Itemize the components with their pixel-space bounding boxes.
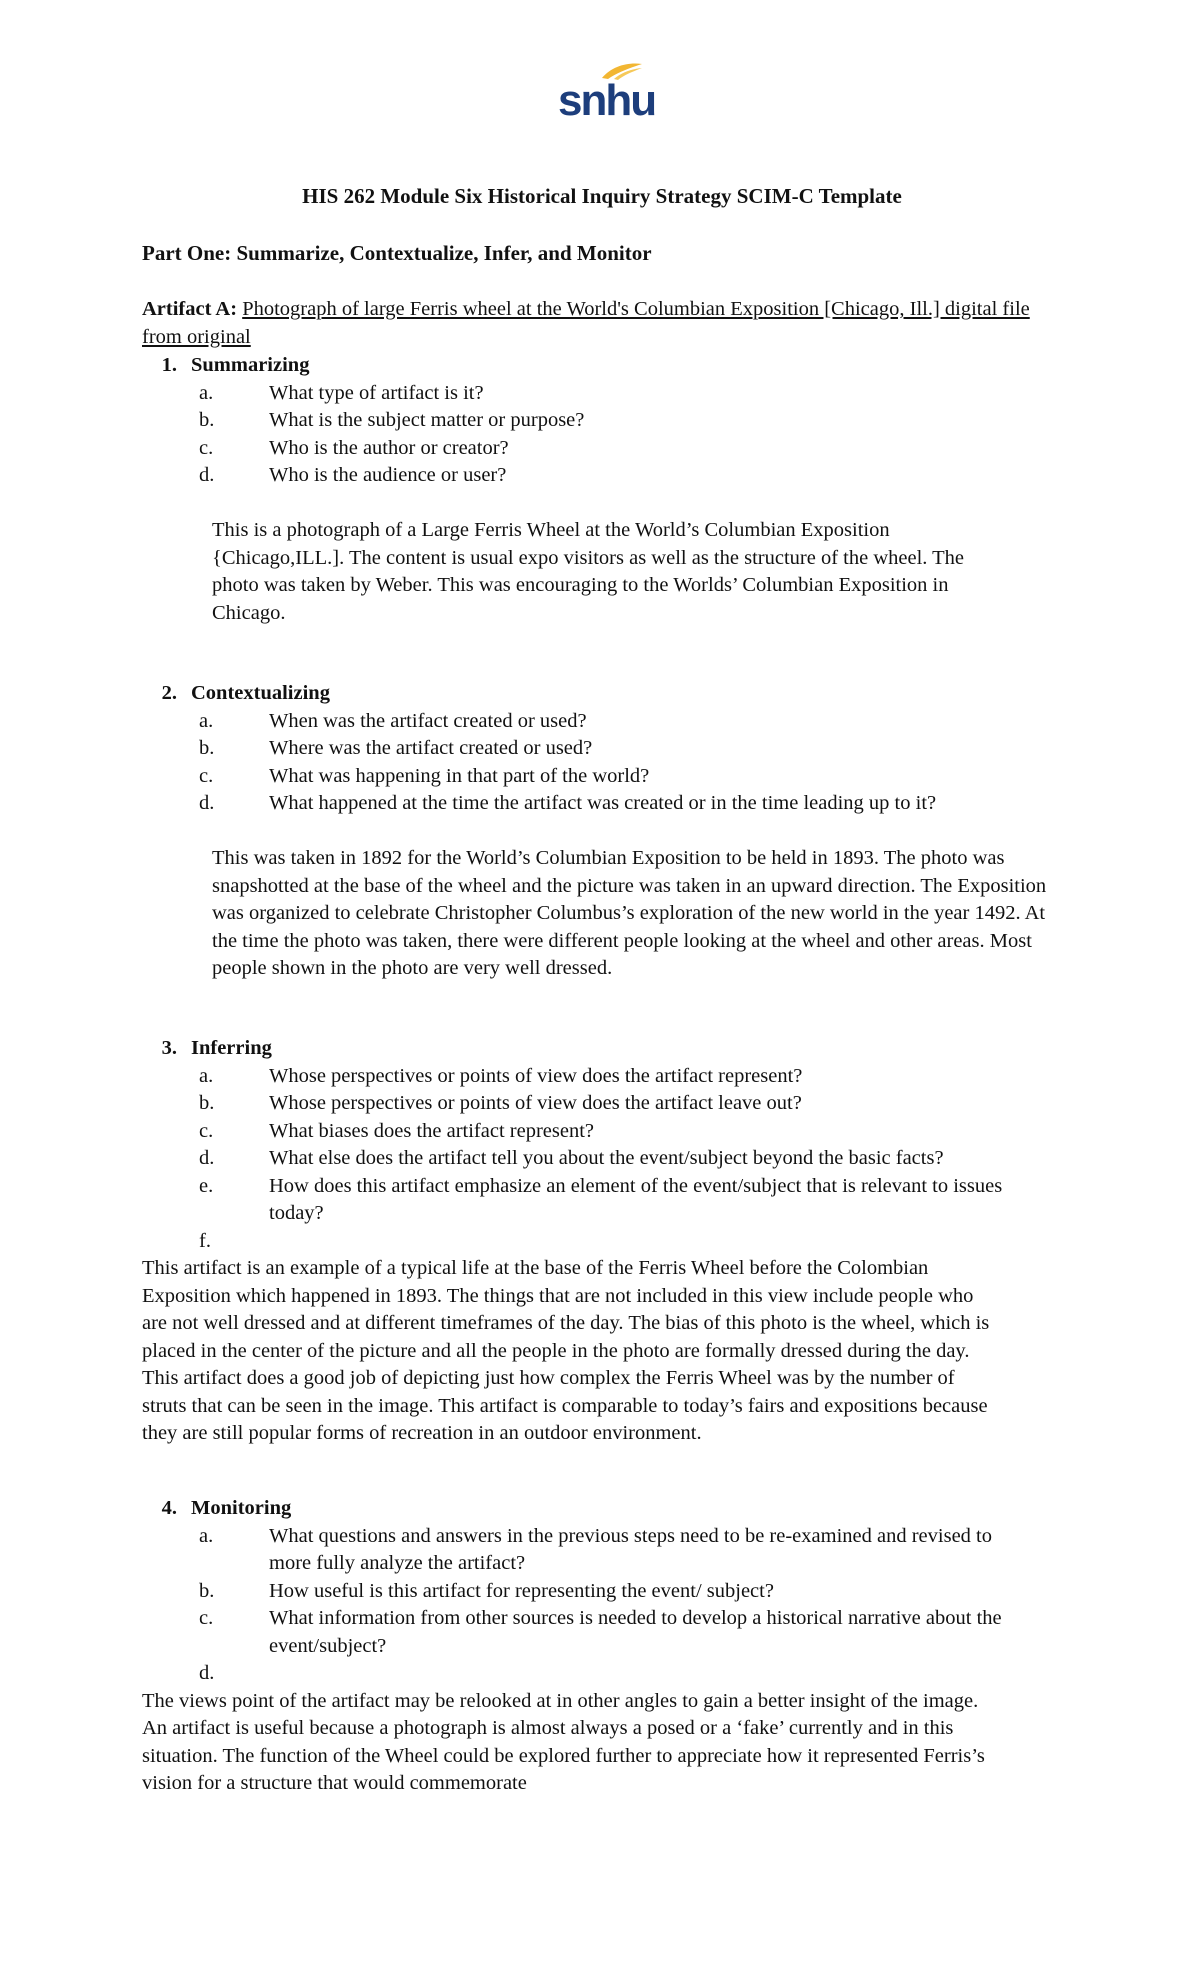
list-item [142, 1145, 1062, 1173]
item-text: What questions and answers in the previous steps need to be re-examined and revised to more fully analyze the artifact? [269, 1524, 992, 1574]
section-number: 2. [161, 682, 177, 704]
item-letter: d. [199, 464, 215, 486]
artifact-line [142, 296, 1042, 351]
item-letter: a. [199, 381, 214, 404]
item-letter: b. [199, 737, 215, 759]
list-item [142, 462, 1062, 490]
logo-text: snhu [558, 76, 656, 125]
snhu-logo [558, 62, 656, 130]
section-title: Summarizing [191, 354, 310, 376]
item-text: Whose perspectives or points of view does the artifact represent? [269, 1064, 803, 1087]
list-item [142, 1118, 1062, 1146]
section-monitoring [142, 1495, 1062, 1798]
section-heading [142, 352, 1062, 380]
list-item [142, 735, 1062, 763]
list-item [142, 1173, 1062, 1228]
answer-paragraph: This artifact is an example of a typical life at the base of the Ferris Wheel before the Colombian Exposition which happened in 1893. The things that are not included in this view include people who are not well dressed and at different timeframes of the day. The bias of this photo is the wheel, which is placed in the center of the picture and all the people in the photo are formally dressed during the day. This artifact does a good job of depicting just how complex the Ferris Wheel was by the number of struts that can be seen in the image. This artifact is comparable to today’s fairs and expositions because they are still popular forms of recreation in an outdoor environment. [142, 1257, 990, 1444]
artifact-label: Artifact A: [142, 298, 238, 320]
answer-paragraph: The views point of the artifact may be relooked at in other angles to gain a better insight of the image. An artifact is useful because a photograph is almost always a posed or a ‘fake’ currently and in this situation. The function of the Wheel could be explored further to appreciate how it represented Ferris’s vision for a structure that would commemorate [142, 1689, 985, 1794]
section-number: 3. [161, 1037, 177, 1059]
section-contextualizing [142, 680, 1062, 983]
list-item [142, 790, 1062, 818]
item-text [269, 1660, 1049, 1688]
list-item [142, 407, 1062, 435]
item-text: What is the subject matter or purpose? [269, 409, 585, 431]
item-letter: d. [199, 792, 215, 814]
item-letter: a. [199, 1064, 214, 1087]
item-text: What else does the artifact tell you about the event/subject beyond the basic facts? [269, 1147, 944, 1169]
list-item [142, 1660, 1062, 1688]
list-item [142, 1063, 1062, 1091]
item-text: What information from other sources is needed to develop a historical narrative about the event/subject? [269, 1607, 1002, 1657]
item-letter: c. [199, 1607, 214, 1629]
answer-paragraph: This is a photograph of a Large Ferris Wheel at the World’s Columbian Exposition {Chicago,ILL.]. The content is usual expo visitors as well as the structure of the wheel. The photo was taken by Weber. This was encouraging to the Worlds’ Columbian Exposition in Chicago. [212, 519, 965, 624]
item-letter: a. [199, 1524, 214, 1547]
section-heading [142, 1035, 1062, 1063]
list-item [142, 435, 1062, 463]
question-list [142, 380, 1062, 490]
list-item [142, 763, 1062, 791]
section-title: Monitoring [191, 1497, 292, 1519]
item-letter: e. [199, 1174, 214, 1197]
item-letter: b. [199, 1092, 215, 1114]
question-list [142, 708, 1062, 818]
item-letter: d. [199, 1662, 215, 1684]
item-letter: a. [199, 709, 214, 732]
part-heading: Part One: Summarize, Contextualize, Infer, and Monitor [142, 241, 652, 265]
item-letter: f. [199, 1229, 211, 1252]
list-item [142, 1228, 1062, 1256]
list-item [142, 380, 1062, 408]
item-text: What was happening in that part of the world? [269, 764, 650, 787]
page-title: HIS 262 Module Six Historical Inquiry Strategy SCIM-C Template [302, 184, 902, 208]
section-number: 4. [161, 1497, 177, 1519]
section-number: 1. [161, 354, 177, 376]
item-text [269, 1228, 1049, 1256]
list-item [142, 1605, 1062, 1660]
item-text: What type of artifact is it? [269, 381, 484, 404]
item-text: Who is the audience or user? [269, 464, 507, 486]
item-text: How useful is this artifact for representing the event/ subject? [269, 1579, 774, 1602]
list-item [142, 1578, 1062, 1606]
question-list [142, 1063, 1062, 1256]
item-letter: c. [199, 1119, 214, 1142]
item-text: How does this artifact emphasize an element of the event/subject that is relevant to issues today? [269, 1174, 1003, 1224]
list-item [142, 1090, 1062, 1118]
item-text: What biases does the artifact represent? [269, 1119, 594, 1142]
item-text: Whose perspectives or points of view does the artifact leave out? [269, 1092, 802, 1114]
list-item [142, 708, 1062, 736]
question-list [142, 1523, 1062, 1688]
section-inferring [142, 1035, 1062, 1448]
answer-paragraph: This was taken in 1892 for the World’s Columbian Exposition to be held in 1893. The photo was snapshotted at the base of the wheel and the picture was taken in an upward direction. The Exposition was organized to celebrate Christopher Columbus’s exploration of the new world in the year 1492. At the time the photo was taken, there were different people looking at the wheel and other areas. Most people shown in the photo are very well dressed. [212, 847, 1047, 979]
item-text: Who is the author or creator? [269, 436, 509, 459]
item-text: Where was the artifact created or used? [269, 737, 593, 759]
item-text: When was the artifact created or used? [269, 709, 587, 732]
item-letter: b. [199, 409, 215, 431]
artifact-link[interactable]: Photograph of large Ferris wheel at the World's Columbian Exposition [Chicago, Ill.] digital file from original [142, 298, 1030, 348]
item-letter: b. [199, 1579, 215, 1602]
section-summarizing [142, 352, 1062, 627]
item-letter: c. [199, 764, 214, 787]
item-letter: c. [199, 436, 214, 459]
section-heading [142, 1495, 1062, 1523]
item-letter: d. [199, 1147, 215, 1169]
section-title: Contextualizing [191, 682, 330, 704]
section-title: Inferring [191, 1037, 272, 1059]
section-heading [142, 680, 1062, 708]
item-text: What happened at the time the artifact was created or in the time leading up to it? [269, 792, 937, 814]
list-item [142, 1523, 1062, 1578]
